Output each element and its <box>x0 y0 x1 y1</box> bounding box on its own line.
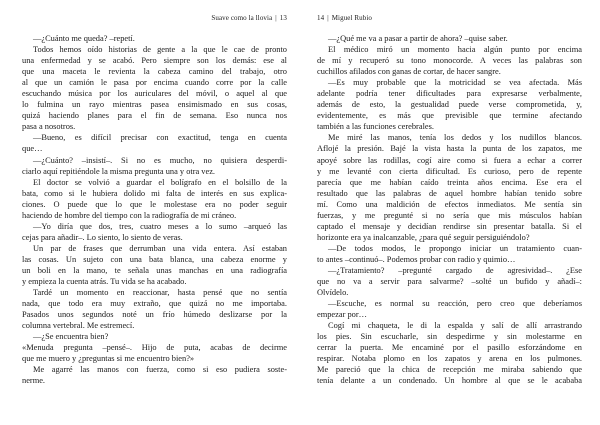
text-line: y me levanté con cierta dificultad. Es curioso, pero de repente <box>317 166 582 176</box>
left-page <box>22 0 287 425</box>
text-line: que una maceta le revienta la cabeza camino del trabajo, otro <box>22 67 287 77</box>
text-line: Aflojé la presión. Bajé la vista hasta la punta de los zapatos, me <box>317 144 582 154</box>
text-line: Pasados unos segundos noté un frío húmedo deslizarse por la <box>22 310 287 320</box>
text-line: que me muero y ¿preguntas si me encuentro bien?» <box>22 354 195 364</box>
left-page-header <box>211 14 287 22</box>
text-line: nada, que todo era muy extraño, que quizá no me importaba. <box>22 299 287 309</box>
text-line: Me agarré las manos con fuerza, como si eso pudiera soste- <box>33 365 287 375</box>
text-line: horizonte era ya inalcanzable, ¿para qué seguir persiguiéndolo? <box>317 232 530 242</box>
text-line: captado el mensaje y decidían rendirse sin presentar batalla. Si el <box>317 221 582 231</box>
text-line: al que un camión le pasa por encima cuando corre por la calle <box>22 78 287 88</box>
text-line: tenía delante a un condenado. Un hombre al que se le acababa <box>317 376 582 386</box>
text-line: las cosas. Un sujeto con una bata blanca, una cabeza enorme y <box>22 254 287 264</box>
text-line: quizá haciendo planes para el fin de semana. Eso nunca nos <box>22 111 287 121</box>
text-line: Me miré las manos, tenía los dedos y los nudillos blancos. <box>328 133 582 143</box>
text-line: El médico miró un momento hacia algún punto por encima <box>328 45 582 55</box>
text-line: —Bueno, es difícil precisar con exactitud, tenga en cuenta <box>33 133 287 143</box>
text-line: —¿Se encuentra bien? <box>33 332 109 342</box>
text-line: —¿Cuánto me queda? –repetí. <box>33 34 135 43</box>
text-line: escuchando música por los auriculares del móvil, o aquel al que <box>22 89 287 99</box>
page-number: 13 <box>279 14 287 22</box>
text-line: parecía que me habían caído treinta años encima. Ese era el <box>317 177 582 187</box>
text-line: Todos hemos oído historias de gente a la que le cae de pronto <box>33 45 287 55</box>
text-line: El doctor se volvió a guardar el bolígrafo en el bolsillo de la <box>33 177 287 187</box>
text-line: además de esto, la gestualidad puede verse comprometida, y, <box>317 100 582 110</box>
header-separator: | <box>275 14 277 22</box>
text-line: fuerzas, y me pregunté si no sería que mis músculos habían <box>317 210 582 220</box>
text-line: to antes –continuó–. Podemos probar con radio y quimio… <box>317 254 516 264</box>
text-line: una enfermedad y se acabó. Pero siempre son los demás: ese al <box>22 56 287 66</box>
text-line: columna vertebral. Me estremecí. <box>22 321 135 331</box>
header-separator: | <box>327 14 329 22</box>
text-line: de mí y recuperó su tono monocorde. A veces las palabras son <box>317 56 582 66</box>
running-title: Suave como la llovia <box>211 14 273 22</box>
text-line: —De todos modos, le propongo iniciar un tratamiento cuan- <box>328 243 582 253</box>
text-line: cerrar la puerta. Me encaminé por el pasillo esforzándome en <box>317 343 582 353</box>
text-line: Tardé un momento en reaccionar, hasta pensé que no sentía <box>33 288 287 298</box>
right-page-text <box>317 33 582 387</box>
text-line: que no va a servir para salvarme? –solté un bufido y añadí–: <box>317 277 582 287</box>
text-line: —Yo diría que dos, tres, cuatro meses a lo sumo –arqueó las <box>33 221 287 231</box>
text-line: —¿Tratamiento? –pregunté cargado de agresividad–. ¿Ese <box>328 265 582 275</box>
text-line: haciendo de hombre del tiempo con la radiografía de mi cráneo. <box>22 210 237 220</box>
text-line: los pies. Sin escucharle, sin despedirme y sin molestarme en <box>317 332 582 342</box>
running-author: Miguel Rubio <box>331 14 373 22</box>
text-line: cuchillos afilados con ganas de cortar, de hacer sangre. <box>317 67 501 77</box>
text-line: respirar. Notaba plomo en los zapatos y arena en los pulmones. <box>317 354 582 364</box>
text-line: cejas para añadir–. Lo siento, lo siento de veras. <box>22 232 183 242</box>
text-line: y empieza la cuenta atrás. Tu vida se ha acabado. <box>22 277 187 287</box>
text-line: —¿Cuánto? –insistí–. Si no es mucho, no quisiera desperdi- <box>33 155 287 165</box>
text-line: bata, como si le hubiera dolido mi falta de interés en sus explica- <box>22 188 287 198</box>
text-line: empezar por… <box>317 310 367 320</box>
text-line: que… <box>22 144 43 154</box>
text-line: Un par de frases que derrumban una vida entera. Así estaban <box>33 243 287 253</box>
text-line: —Escuche, es normal su reacción, pero creo que deberíamos <box>328 299 582 309</box>
text-line: mí. Como una maldición de efectos inmediatos. Me sentía sin <box>317 199 582 209</box>
text-line: Cogí mi chaqueta, le di la espalda y salí de allí arrastrando <box>328 321 582 331</box>
page-number: 14 <box>317 14 325 22</box>
text-line: —¿Qué me va a pasar a partir de ahora? –quise saber. <box>328 34 508 43</box>
text-line: —Es muy probable que la motricidad se vea afectada. Más <box>328 78 582 88</box>
text-line: lo fulmina un rayo mientras pasea ensimismado en sus cosas, <box>22 100 287 110</box>
text-line: evidentemente, es más que previsible que termine afectando <box>317 111 582 121</box>
text-line: resultado que las palabras de aquel hombre habían tenido sobre <box>317 188 582 198</box>
text-line: pasa a nosotros. <box>22 122 76 132</box>
left-page-text <box>22 33 287 387</box>
text-line: «Menuda pregunta –pensé–. Hijo de puta, acabas de decirme <box>22 343 287 353</box>
text-line: ciones. O puede que lo que le molestase era no poder seguir <box>22 199 287 209</box>
text-line: apoyé sobre las rodillas, cogí aire como si fuera a echar a correr <box>317 155 582 165</box>
text-line: también a las funciones cerebrales. <box>317 122 434 132</box>
text-line: un boli en la mano, te señala unas manchas en una radiografía <box>22 265 287 275</box>
right-page <box>317 0 582 425</box>
text-line: Olvídelo. <box>317 288 349 298</box>
text-line: Me pareció que la chica de recepción me miraba sabiendo que <box>317 365 582 375</box>
text-line: adelante podría tener dificultades para expresarse verbalmente, <box>317 89 582 99</box>
text-line: ciarlo aquí repitiéndole la misma pregunta una y otra vez. <box>22 166 216 176</box>
text-line: nerme. <box>22 376 46 386</box>
right-page-header <box>317 14 372 22</box>
